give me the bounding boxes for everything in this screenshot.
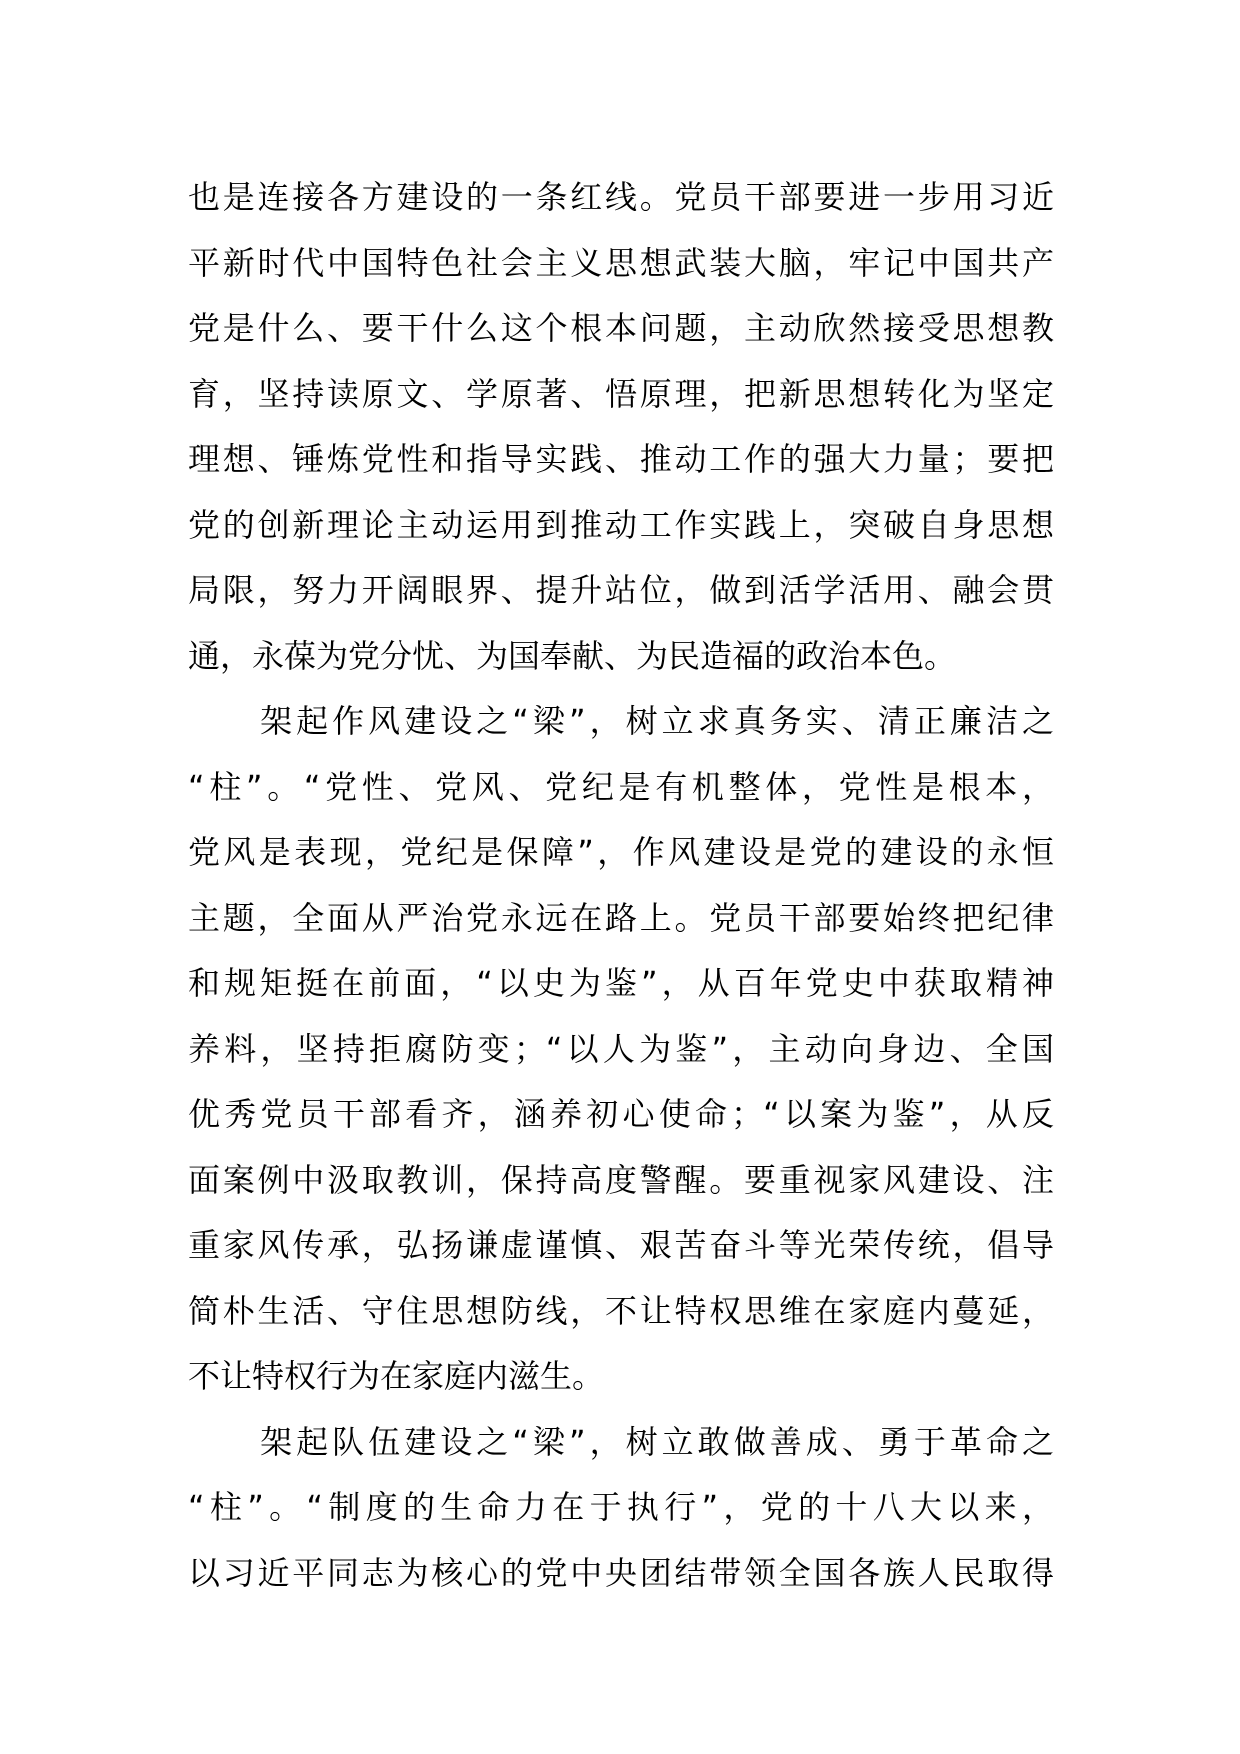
text-line: 主题，全面从严治党永远在路上。党员干部要始终把纪律 [188, 898, 1054, 937]
text-line: “柱”。“党性、党风、党纪是有机整体，党性是根本， [188, 767, 1054, 806]
text-line: 局限，努力开阔眼界、提升站位，做到活学活用、融会贯 [188, 571, 1054, 609]
text-line: 党的创新理论主动运用到推动工作实践上，突破自身思想 [188, 505, 1054, 544]
text-line: 以习近平同志为核心的党中央团结带领全国各族人民取得 [188, 1553, 1054, 1592]
body-text [188, 165, 1054, 1606]
text-line: 党风是表现，党纪是保障”，作风建设是党的建设的永恒 [188, 833, 1054, 871]
text-line: 优秀党员干部看齐，涵养初心使命；“以案为鉴”，从反 [188, 1095, 1054, 1133]
text-line: 养料，坚持拒腐防变；“以人为鉴”，主动向身边、全国 [188, 1029, 1054, 1068]
text-line: 架起队伍建设之“梁”，树立敢做善成、勇于革命之 [188, 1422, 1054, 1461]
text-line: 不让特权行为在家庭内滋生。 [188, 1357, 605, 1395]
text-line: “柱”。“制度的生命力在于执行”，党的十八大以来， [188, 1488, 1054, 1526]
text-line: 架起作风建设之“梁”，树立求真务实、清正廉洁之 [188, 702, 1054, 740]
text-line: 理想、锤炼党性和指导实践、推动工作的强大力量；要把 [188, 440, 1054, 478]
text-line: 面案例中汲取教训，保持高度警醒。要重视家风建设、注 [188, 1160, 1054, 1199]
text-line: 和规矩挺在前面，“以史为鉴”，从百年党史中获取精神 [188, 964, 1054, 1002]
text-line: 重家风传承，弘扬谦虚谨慎、艰苦奋斗等光荣传统，倡导 [188, 1226, 1054, 1264]
text-line: 育，坚持读原文、学原著、悟原理，把新思想转化为坚定 [188, 374, 1054, 413]
text-line: 简朴生活、守住思想防线，不让特权思维在家庭内蔓延， [188, 1291, 1054, 1330]
text-line: 通，永葆为党分忧、为国奉献、为民造福的政治本色。 [188, 636, 957, 675]
text-line: 也是连接各方建设的一条红线。党员干部要进一步用习近 [188, 178, 1054, 216]
text-line: 平新时代中国特色社会主义思想武装大脑，牢记中国共产 [188, 243, 1054, 282]
text-line: 党是什么、要干什么这个根本问题，主动欣然接受思想教 [188, 309, 1054, 347]
